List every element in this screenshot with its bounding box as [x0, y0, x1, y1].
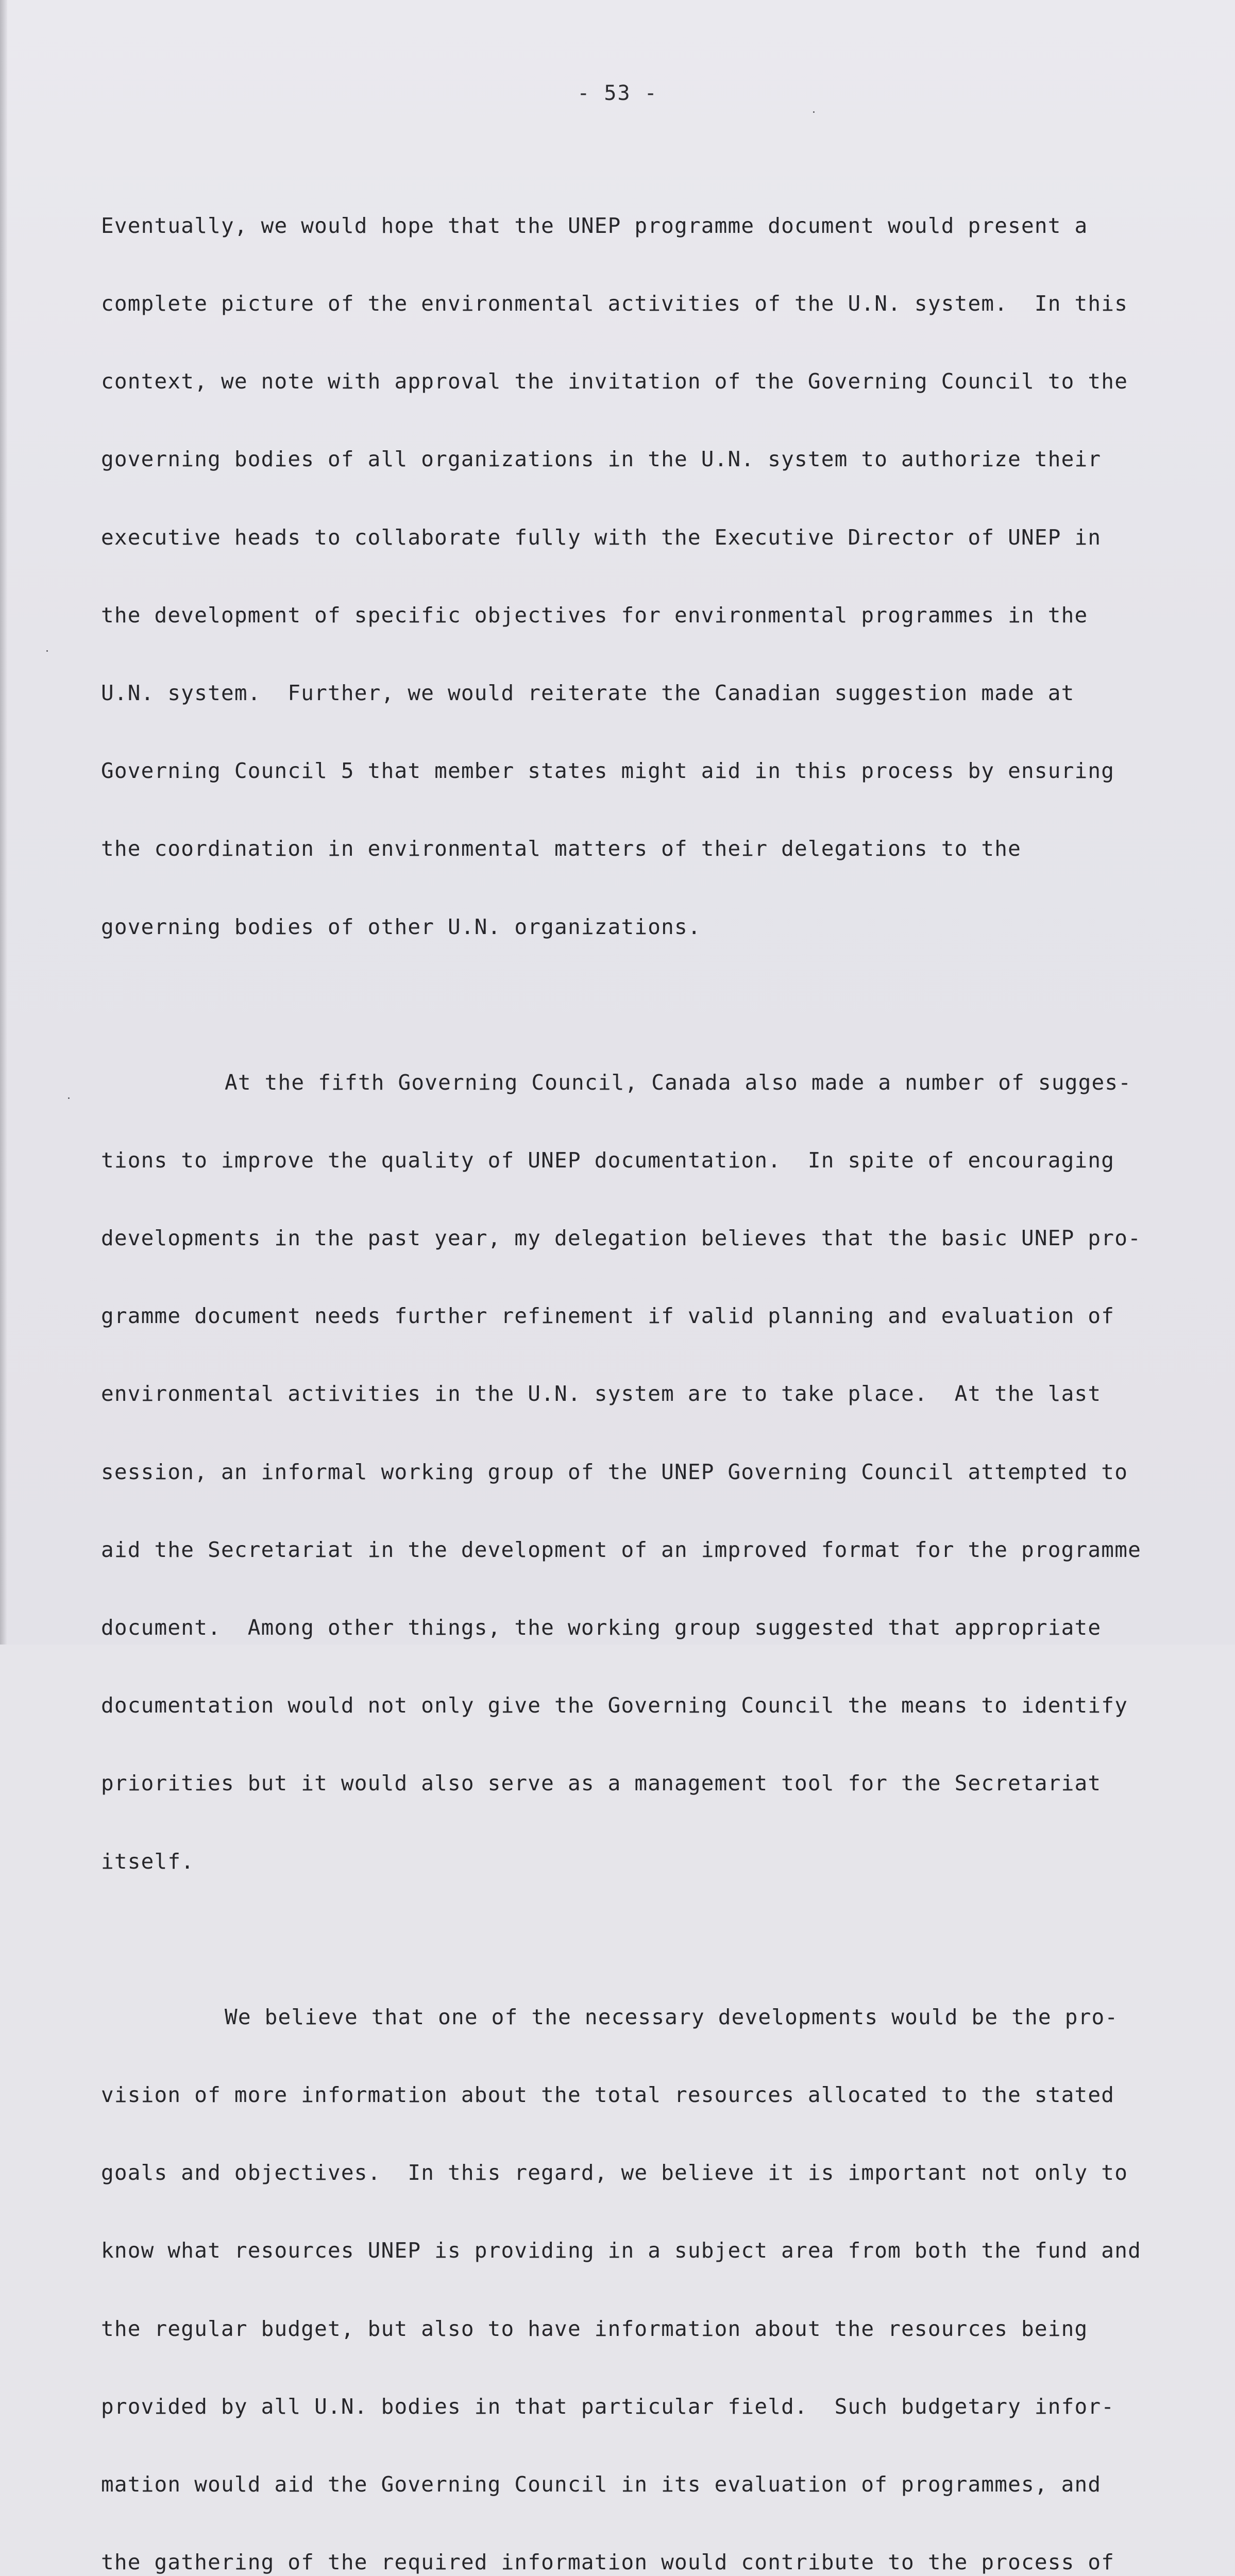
paragraph-3 [101, 1952, 1141, 2576]
text-line: environmental activities in the U.N. system are to take place. At the last [101, 1381, 1102, 1406]
scan-speck [68, 1097, 70, 1099]
paragraph-2 [101, 1018, 1141, 1926]
scan-speck [813, 111, 815, 113]
text-line: the coordination in environmental matters of their delegations to the [101, 836, 1022, 861]
text-line: tions to improve the quality of UNEP documentation. In spite of encouraging [101, 1147, 1115, 1173]
text-line: governing bodies of other U.N. organizations. [101, 914, 701, 939]
text-line: the gathering of the required information would contribute to the process of [101, 2550, 1115, 2575]
text-line: developments in the past year, my delegation believes that the basic UNEP pro- [101, 1226, 1141, 1251]
text-line: At the fifth Governing Council, Canada also made a number of sugges- [225, 1070, 1132, 1095]
text-line: goals and objectives. In this regard, we believe it is important not only to [101, 2160, 1128, 2185]
text-line: itself. [101, 1849, 195, 1874]
text-line: complete picture of the environmental activities of the U.N. system. In this [101, 291, 1128, 316]
text-line: U.N. system. Further, we would reiterate the Canadian suggestion made at [101, 681, 1075, 706]
text-line: provided by all U.N. bodies in that particular field. Such budgetary infor- [101, 2394, 1115, 2419]
page-number: - 53 - [577, 81, 658, 105]
text-line: gramme document needs further refinement if valid planning and evaluation of [101, 1303, 1115, 1329]
text-line: Eventually, we would hope that the UNEP programme document would present a [101, 213, 1088, 238]
text-line: Governing Council 5 that member states might aid in this process by ensuring [101, 758, 1115, 784]
text-line: aid the Secretariat in the development of an improved format for the programme [101, 1537, 1141, 1562]
text-line: the regular budget, but also to have information about the resources being [101, 2316, 1088, 2341]
text-line: documentation would not only give the Governing Council the means to identify [101, 1693, 1128, 1718]
text-line: mation would aid the Governing Council in its evaluation of programmes, and [101, 2471, 1102, 2497]
text-line: the development of specific objectives for environmental programmes in the [101, 602, 1088, 628]
text-line: context, we note with approval the invitation of the Governing Council to the [101, 369, 1128, 394]
text-line: session, an informal working group of the UNEP Governing Council attempted to [101, 1459, 1128, 1484]
text-line: governing bodies of all organizations in the U.N. system to authorize their [101, 447, 1102, 472]
page-edge-shadow [0, 0, 7, 1645]
text-line: document. Among other things, the working group suggested that appropriate [101, 1615, 1102, 1640]
text-line: priorities but it would also serve as a management tool for the Secretariat [101, 1771, 1102, 1796]
paragraph-1 [101, 161, 1128, 992]
text-line: We believe that one of the necessary developments would be the pro- [225, 2004, 1119, 2029]
text-line: know what resources UNEP is providing in a subject area from both the fund and [101, 2238, 1141, 2263]
scan-speck [46, 650, 48, 652]
text-line: vision of more information about the total resources allocated to the stated [101, 2082, 1115, 2107]
text-line: executive heads to collaborate fully with the Executive Director of UNEP in [101, 524, 1102, 550]
document-body [101, 161, 1141, 2576]
